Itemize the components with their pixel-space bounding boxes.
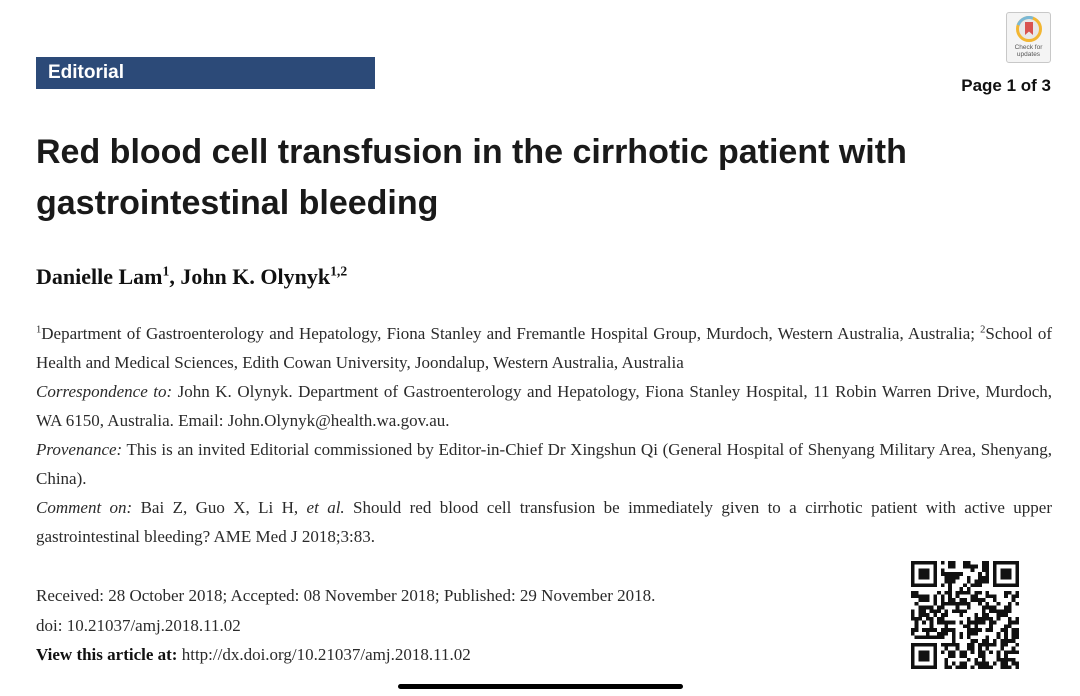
affil-mark-2: 2 — [980, 324, 986, 336]
publication-dates: Received: 28 October 2018; Accepted: 08 November 2018; Published: 29 November 2018. — [36, 586, 656, 605]
author-name: John K. Olynyk — [180, 264, 331, 289]
correspondence-text: John K. Olynyk. Department of Gastroenterology and Hepatology, Fiona Stanley Hospital, 11 Robin Warren Drive, Murdoch, WA 6150, Australia. Email: John.Olynyk@health.wa.gov.au. — [36, 382, 1052, 430]
correspondence-label: Correspondence to: — [36, 382, 173, 401]
title-line-2: gastrointestinal bleeding — [36, 184, 439, 222]
badge-line-1: Check for — [1014, 44, 1043, 51]
home-indicator — [398, 684, 683, 689]
correspondence — [36, 377, 1052, 435]
provenance-label: Provenance: — [36, 440, 123, 459]
view-article-label: View this article at: — [36, 645, 178, 664]
view-article — [36, 640, 896, 670]
section-label: Editorial — [48, 62, 125, 83]
author-name: Danielle Lam — [36, 264, 163, 289]
comment-on — [36, 493, 1052, 551]
qr-code-icon[interactable] — [911, 561, 1019, 669]
qr-code-modules — [911, 561, 1019, 669]
author-separator: , — [169, 264, 181, 289]
affil-mark-1: 1 — [36, 324, 42, 336]
bookmark-check-icon — [1016, 16, 1042, 42]
badge-line-2: updates — [1016, 51, 1041, 58]
author-list — [36, 262, 347, 292]
affiliations — [36, 319, 1052, 377]
title-line-1: Red blood cell transfusion in the cirrhotic patient with — [36, 133, 907, 171]
comment-text: Should red blood cell transfusion be immediately given to a cirrhotic patient with active upper gastrointestinal bleeding? AME Med J 2018;3:83. — [36, 498, 1052, 546]
provenance-text: This is an invited Editorial commissioned by Editor-in-Chief Dr Xingshun Qi (General Hospital of Shenyang Military Area, Shenyang, China). — [36, 440, 1052, 488]
comment-authors: Bai Z, Guo X, Li H, — [132, 498, 307, 517]
article-info — [36, 319, 1052, 551]
comment-label: Comment on: — [36, 498, 133, 517]
doi: doi: 10.21037/amj.2018.11.02 — [36, 615, 241, 635]
view-article-link[interactable]: http://dx.doi.org/10.21037/amj.2018.11.02 — [177, 645, 471, 664]
badge-text — [1007, 44, 1050, 58]
check-for-updates-badge[interactable] — [1006, 12, 1051, 63]
author-affil-mark: 1,2 — [330, 263, 348, 279]
page-indicator: Page 1 of 3 — [961, 76, 1051, 95]
author-affil-mark: 1 — [162, 263, 170, 279]
affil-text-1: Department of Gastroenterology and Hepatology, Fiona Stanley and Fremantle Hospital Group, Murdoch, Western Australia, Australia; — [41, 324, 981, 343]
comment-etal: et al. — [306, 498, 345, 517]
publication-info — [36, 581, 896, 670]
section-banner — [36, 57, 375, 89]
article-title — [36, 127, 936, 229]
provenance — [36, 435, 1052, 493]
affil-text-2: School of Health and Medical Sciences, Edith Cowan University, Joondalup, Western Australia, Australia — [36, 324, 1052, 372]
